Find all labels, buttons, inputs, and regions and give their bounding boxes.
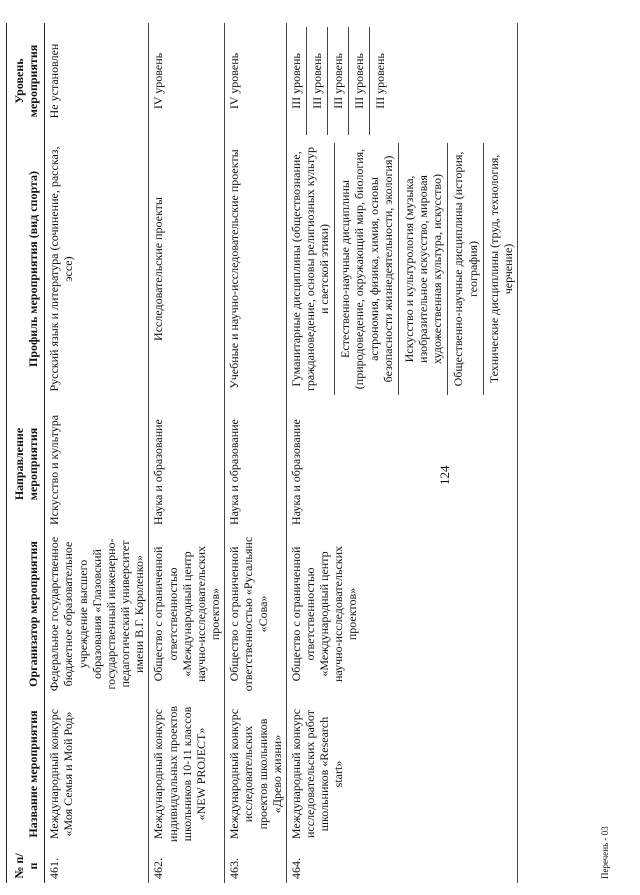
event-level: Не установлен	[47, 43, 62, 119]
event-profile-cell	[149, 139, 225, 399]
event-level-cell	[286, 23, 517, 139]
event-level: III уровень	[327, 27, 345, 135]
page-number: 124	[437, 465, 452, 485]
event-profile: Русский язык и литература (сочинение, рассказ, эссе)	[47, 146, 76, 392]
event-organizer: Общество с ограниченной ответственностью «Международный центр научно-исследовательских проектов»	[151, 545, 223, 683]
event-profile: Учебные и научно-исследовательские проекты	[227, 149, 242, 389]
event-organizer: Федеральное государственное бюджетное образовательное учреждение высшего образования «Глазовский государственный инженерно-педагогический университет имени В.Г. Короленко»	[47, 536, 147, 692]
header-profile: Профиль мероприятия (вид спорта)	[26, 170, 41, 368]
event-profile: Общественно-научные дисциплины (история, география)	[447, 143, 479, 395]
header-event-name: Название мероприятия	[26, 710, 41, 838]
event-level-cell	[225, 23, 287, 139]
header-level: Уровень мероприятия	[12, 44, 41, 118]
event-level-cell	[149, 23, 225, 139]
event-level: III уровень	[306, 27, 324, 135]
event-direction: Наука и образование	[288, 419, 303, 525]
header-organizer: Организатор мероприятия	[26, 541, 41, 687]
event-name: Международный конкурс индивидуальных проектов школьников 10-11 классов «NEW PROJECT»	[151, 705, 208, 843]
event-name: Международный конкурс «Моя Семья и Мой Род»	[47, 708, 76, 840]
table-row	[225, 23, 287, 883]
event-direction: Наука и образование	[151, 419, 166, 525]
table-row	[286, 23, 517, 883]
event-organizer: Общество с ограниченной ответственностью «Русальянс «Сова»	[227, 536, 270, 692]
table-row	[149, 23, 225, 883]
event-profile: Гуманитарные дисциплины (обществознание, граждановедение, основы религиозных культур и светской этики)	[288, 146, 332, 392]
header-number: № п/п	[12, 853, 41, 879]
event-level: IV уровень	[227, 52, 242, 110]
event-level: III уровень	[288, 53, 303, 109]
table-header-row	[10, 23, 45, 883]
event-level-cell	[45, 23, 149, 139]
top-rule	[6, 23, 7, 883]
event-profile: Технические дисциплины (труд, технология, черчение)	[483, 143, 515, 395]
table-row	[45, 23, 149, 883]
footer-note: Перечень - 03	[600, 826, 610, 879]
event-profile: Естественно-научные дисциплины (природоведение, окружающий мир, биология, астрономия, физика, химия, основы безопасности жизнедеятельности, экология)	[334, 143, 395, 395]
event-level: III уровень	[369, 27, 387, 135]
row-number: 462.	[151, 858, 166, 879]
event-name: Международный конкурс исследовательских работ школьников «Research start»	[288, 708, 346, 840]
event-profile: Искусство и культурология (музыка, изобразительное искусство, мировая художественная культура, искусство)	[398, 143, 444, 395]
row-number: 464.	[288, 858, 303, 879]
event-profile-cell	[225, 139, 287, 399]
event-name: Международный конкурс исследовательских проектов школьников «Древо жизни»	[227, 708, 284, 840]
row-number: 461.	[47, 858, 62, 879]
event-level: III уровень	[348, 27, 366, 135]
events-table	[10, 23, 518, 883]
event-level: IV уровень	[151, 52, 166, 110]
event-profile: Исследовательские проекты	[151, 197, 166, 341]
event-direction: Искусство и культура	[47, 414, 62, 525]
event-organizer: Общество с ограниченной ответственностью «Международный центр научно-исследовательских проектов»	[288, 545, 360, 683]
event-direction: Наука и образование	[227, 419, 242, 525]
event-profile-cell	[45, 139, 149, 399]
header-direction: Направление мероприятия	[12, 427, 41, 501]
event-profile-cell	[286, 139, 517, 399]
row-number: 463.	[227, 858, 242, 879]
